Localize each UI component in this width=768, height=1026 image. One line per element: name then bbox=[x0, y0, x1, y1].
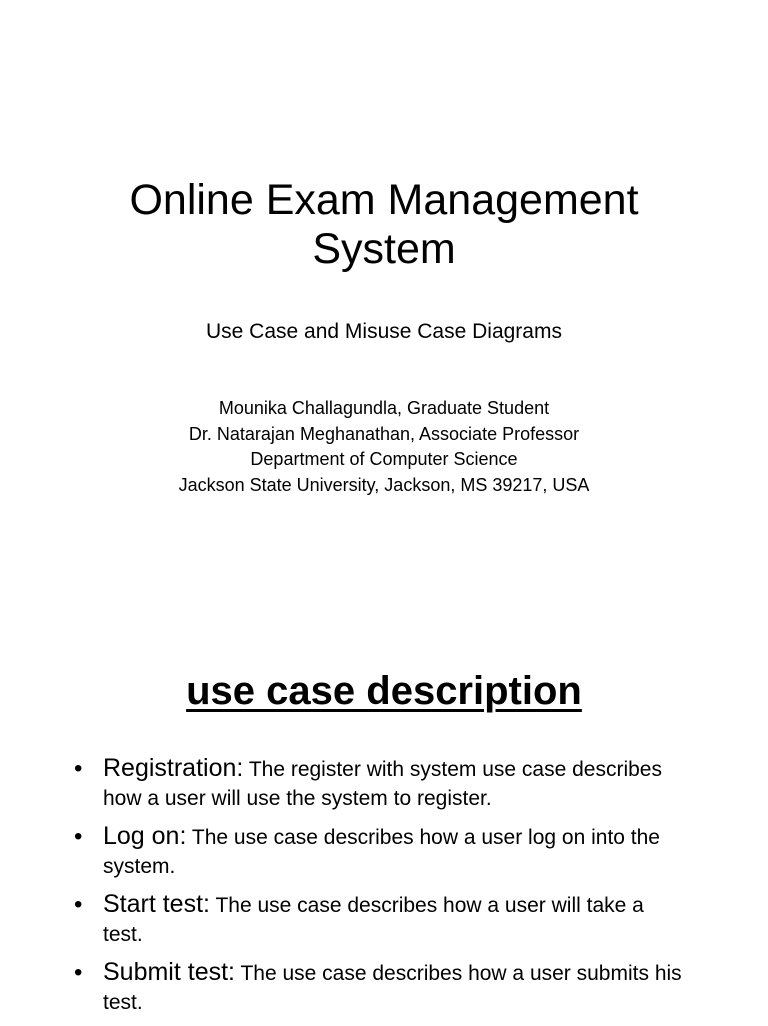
slide-heading: use case description bbox=[186, 669, 582, 713]
slide-title bbox=[0, 176, 768, 274]
bullet-list bbox=[0, 754, 768, 1026]
bullet-icon: • bbox=[74, 891, 83, 918]
bullet-term: Registration: bbox=[103, 754, 244, 782]
bullet-item-registration bbox=[0, 754, 768, 813]
bullet-text: The use case describes how a user log on into the system. bbox=[103, 826, 660, 878]
bullet-item-start-test bbox=[0, 890, 768, 949]
bullet-term: Log on: bbox=[103, 822, 187, 850]
author-line: Mounika Challagundla, Graduate Student bbox=[218, 398, 550, 418]
bullet-icon: • bbox=[74, 959, 83, 986]
author-block bbox=[0, 396, 768, 498]
author-line: Dr. Natarajan Meghanathan, Associate Professor bbox=[188, 423, 580, 444]
bullet-text: The register with system use case describes how a user will use the system to register. bbox=[103, 758, 662, 810]
bullet-item-log-on bbox=[0, 822, 768, 881]
bullet-icon: • bbox=[74, 755, 83, 782]
bullet-icon: • bbox=[74, 823, 83, 850]
slide-title-line-1: Online Exam Management bbox=[129, 176, 639, 224]
author-line: Jackson State University, Jackson, MS 39217, USA bbox=[178, 474, 590, 495]
bullet-item-submit-test bbox=[0, 958, 768, 1017]
bullet-term: Start test: bbox=[103, 890, 210, 918]
use-case-description-slide bbox=[0, 600, 768, 1024]
bullet-text: The use case describes how a user submits his test. bbox=[103, 962, 682, 1014]
slide-title-line-2: System bbox=[312, 225, 456, 273]
bullet-text: The use case describes how a user will take a test. bbox=[103, 894, 644, 946]
slide-subtitle: Use Case and Misuse Case Diagrams bbox=[206, 320, 562, 343]
bullet-term: Submit test: bbox=[103, 958, 235, 986]
author-line: Department of Computer Science bbox=[250, 449, 518, 469]
